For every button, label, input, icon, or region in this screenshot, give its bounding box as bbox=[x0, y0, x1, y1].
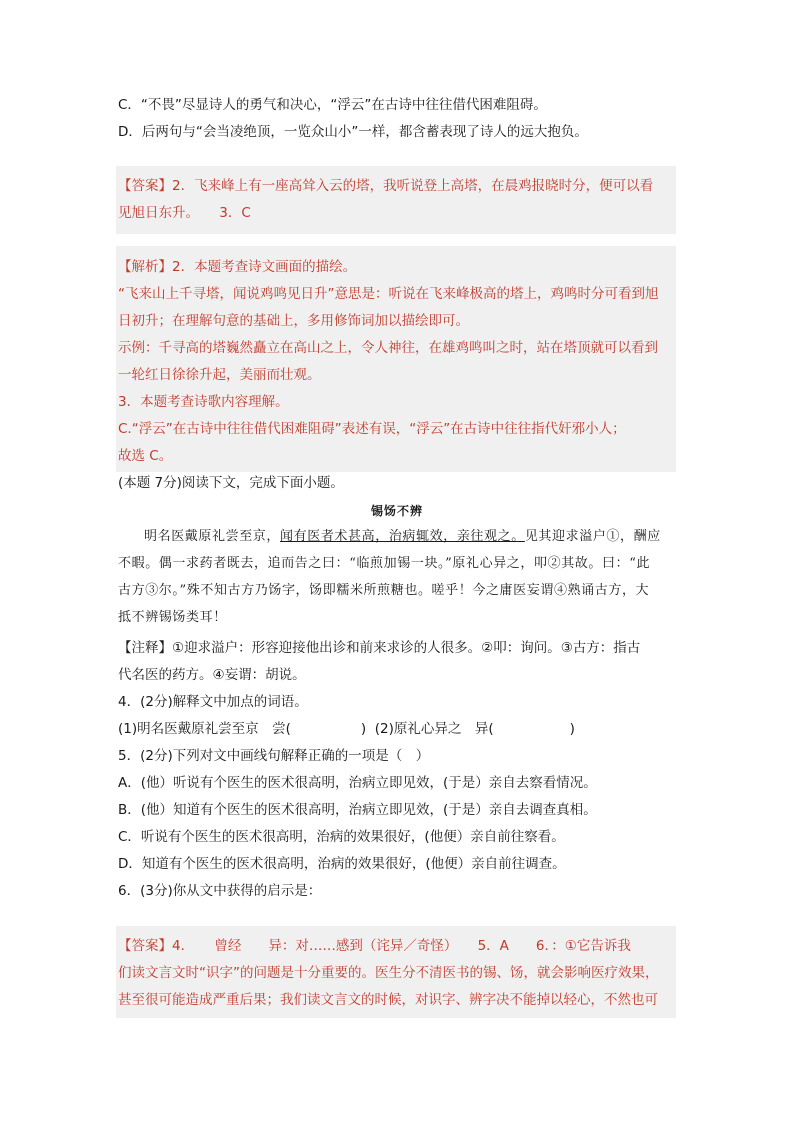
answer-2-line-3: 甚至很可能造成严重后果；我们读文言文的时候，对识字、辨字决不能掉以轻心，不然也可 bbox=[118, 992, 658, 1008]
notes-line-2: 代名医的药方。④妄谓：胡说。 bbox=[118, 667, 306, 683]
q5-stem: 5．(2分)下列对文中画线句解释正确的一项是（ ） bbox=[118, 748, 430, 764]
passage-line-3: 古方③尔。”殊不知古方乃饧字，饧即糯米所煎糖也。嗟乎！今之庸医妄谓④熟诵古方，大 bbox=[118, 583, 650, 598]
analysis-line-7: 故选 C。 bbox=[118, 448, 173, 464]
q4-part-1-close: ) bbox=[360, 721, 367, 737]
passage-line-2: 不暇。偶一求药者既去，追而告之曰：“临煎加锡一块。”原礼心异之，叩②其故。曰：“此 bbox=[118, 556, 651, 571]
analysis-line-6: C.“浮云”在古诗中往往借代困难阻碍”表述有误，“浮云”在古诗中往往指代奸邪小人； bbox=[118, 421, 626, 437]
q5-option-a: A．(他）听说有个医生的医术很高明，治病立即见效，(于是）亲自去察看情况。 bbox=[118, 775, 597, 791]
analysis-line-2: 日初升；在理解句意的基础上，多用修饰词加以描绘即可。 bbox=[118, 313, 469, 329]
answer-1-line-2: 见旭日东升。 3．C bbox=[118, 205, 251, 221]
passage-line-4: 抵不辨锡饧类耳！ bbox=[118, 610, 227, 625]
passage-text: 见其迎求溢户①，酬应 bbox=[524, 529, 661, 544]
answer-2-line-2: 们读文言文时“识字”的问题是十分重要的。医生分不清医书的锡、饧，就会影响医疗效果， bbox=[118, 965, 659, 981]
analysis-header: 【解析】2．本题考查诗文画面的描绘。 bbox=[118, 259, 357, 275]
passage-line-1 bbox=[118, 527, 680, 547]
notes-line-1: 【注释】①迎求溢户：形容迎接他出诊和前来求诊的人很多。②叩：询问。③古方：指古 bbox=[118, 640, 641, 656]
option-c: C．“不畏”尽显诗人的勇气和决心，“浮云”在古诗中往往借代困难阻碍。 bbox=[118, 97, 547, 113]
analysis-line-5: 3．本题考查诗歌内容理解。 bbox=[118, 394, 289, 410]
q6-stem: 6．(3分)你从文中获得的启示是： bbox=[118, 883, 322, 899]
q4-items bbox=[118, 719, 575, 739]
passage-text: 明名医戴原礼尝至京， bbox=[144, 529, 281, 544]
q5-option-b: B．(他）知道有个医生的医术很高明，治病立即见效，(于是）亲自去调查真相。 bbox=[118, 802, 597, 818]
q4-part-2-close: ) bbox=[569, 721, 575, 737]
q4-stem: 4．(2分)解释文中加点的词语。 bbox=[118, 694, 308, 710]
q4-part-1-label: (1)明名医戴原礼尝至京 尝( bbox=[118, 721, 291, 737]
passage-title: 锡饧不辨 bbox=[370, 504, 423, 518]
q4-part-2-label: (2)原礼心异之 异( bbox=[374, 721, 494, 737]
q5-option-d: D．知道有个医生的医术很高明，治病的效果很好，(他便）亲自前往调查。 bbox=[118, 856, 566, 872]
answer-2-line-1: 【答案】4． 曾经 异：对……感到（诧异／奇怪） 5．A 6．：①它告诉我 bbox=[118, 938, 631, 954]
option-d: D．后两句与“会当凌绝顶，一览众山小”一样，都含蓄表现了诗人的远大抱负。 bbox=[118, 124, 588, 140]
analysis-line-4: 一轮红日徐徐升起，美丽而壮观。 bbox=[118, 367, 321, 383]
section-intro: (本题 7分)阅读下文，完成下面小题。 bbox=[118, 475, 344, 491]
analysis-line-3: 示例：千寻高的塔巍然矗立在高山之上，令人神往，在雄鸡鸣叫之时，站在塔顶就可以看到 bbox=[118, 340, 658, 356]
answer-1-line-1: 【答案】2．飞来峰上有一座高耸入云的塔，我听说登上高塔，在晨鸡报晓时分，便可以看 bbox=[118, 178, 654, 194]
analysis-line-1: “飞来山上千寻塔，闻说鸡鸣见日升”意思是：听说在飞来峰极高的塔上，鸡鸣时分可看到旭 bbox=[118, 286, 659, 302]
q5-option-c: C．听说有个医生的医术很高明，治病的效果很好，(他便）亲自前往察看。 bbox=[118, 829, 565, 845]
underlined-sentence: 闻有医者术甚高，治病辄效，亲往观之。 bbox=[280, 529, 525, 544]
